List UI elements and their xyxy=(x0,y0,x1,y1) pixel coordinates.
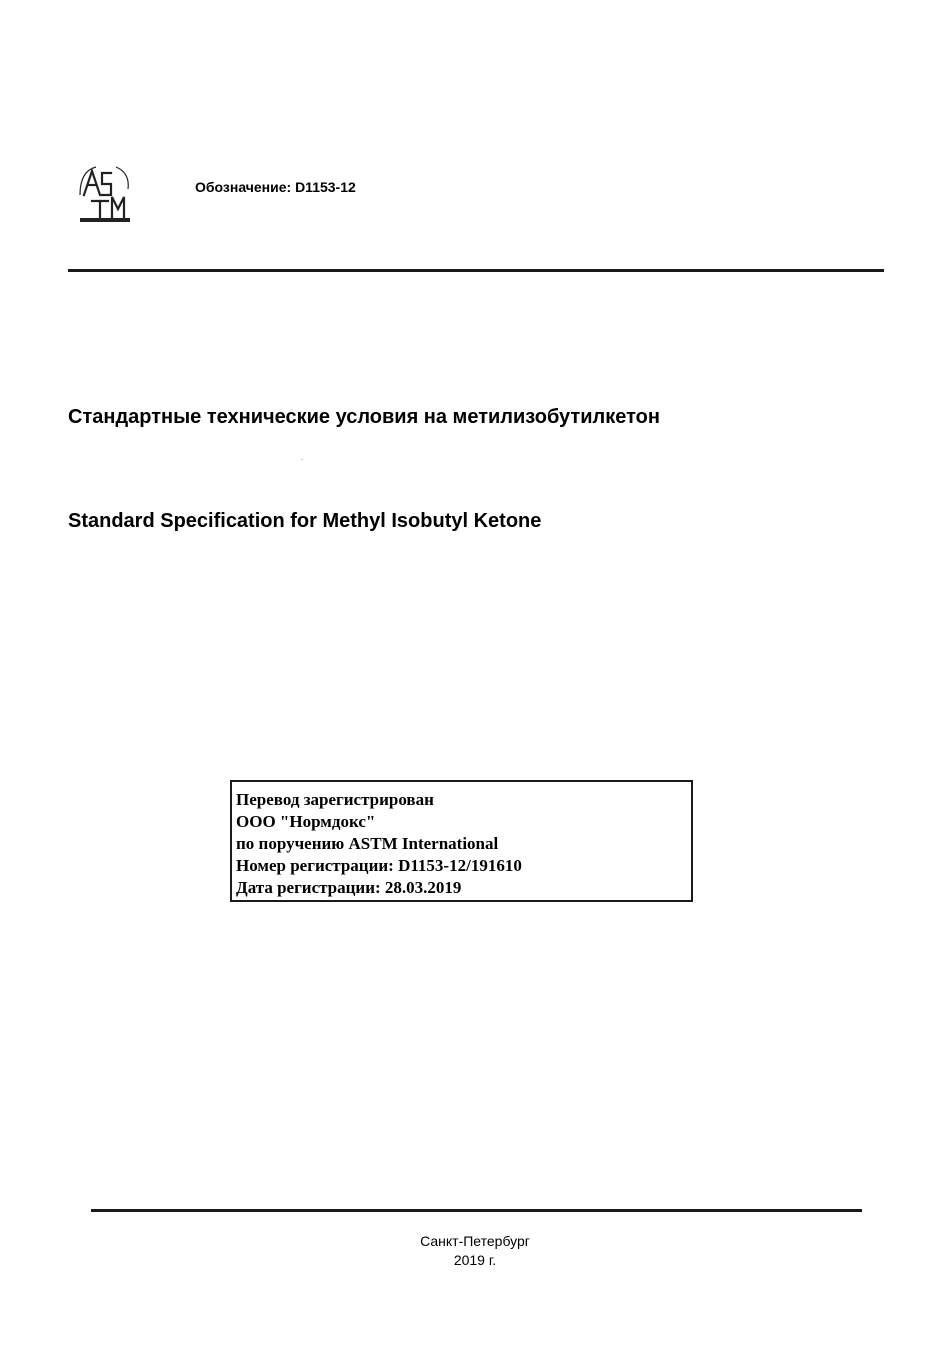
astm-logo-icon xyxy=(78,165,132,223)
registration-date: Дата регистрации: 28.03.2019 xyxy=(236,878,462,897)
registration-number: Номер регистрации: D1153-12/191610 xyxy=(236,856,522,875)
title-english: Standard Specification for Methyl Isobutyl Ketone xyxy=(68,510,542,532)
title-russian: Стандартные технические условия на метилизобутилкетон xyxy=(68,406,660,428)
registration-box xyxy=(230,780,693,902)
registration-line: Перевод зарегистрирован xyxy=(236,790,434,809)
footer-year: 2019 г. xyxy=(453,1252,497,1268)
header-divider xyxy=(68,269,884,272)
footer-divider xyxy=(91,1209,862,1212)
registration-line: по поручению ASTM International xyxy=(236,834,499,853)
astm-logo xyxy=(78,165,132,223)
document-designation: Обозначение: D1153-12 xyxy=(195,179,356,195)
scan-speck xyxy=(301,459,303,460)
footer-city: Санкт-Петербург xyxy=(420,1233,530,1249)
registration-line: ООО "Нормдокс" xyxy=(236,812,376,831)
